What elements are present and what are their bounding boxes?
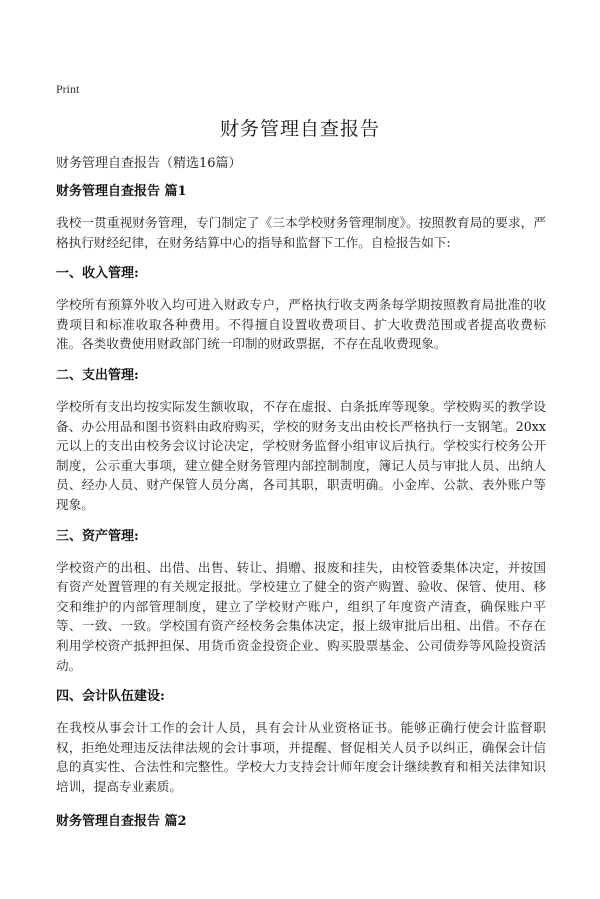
section-heading-accounting-team: 四、会计队伍建设: xyxy=(56,689,165,705)
section-heading-income: 一、收入管理: xyxy=(56,266,139,282)
section-heading-expenditure: 二、支出管理: xyxy=(56,367,139,383)
section-paragraph-assets: 学校资产的出租、出借、出售、转让、捐赠、报废和挂失，由校管委集体决定，并按国有资产处置管理的有关规定报批。学校建立了健全的资产购置、验收、保管、使用、移交和维护的内部管理制度，建立了学校财产账户，组织了年度资产清查，确保账户平等、一致、一致。学校国有资产经校务会集体决定，报上级审批后出租、出借。不存在利用学校资产抵押担保、用货币资金投资企业、购买股票基金、公司债券等风险投资活动。 xyxy=(56,559,546,673)
intro-paragraph: 我校一贯重视财务管理，专门制定了《三本学校财务管理制度》。按照教育局的要求，严格执行财经纪律，在财务结算中心的指导和监督下工作。自检报告如下: xyxy=(56,215,546,250)
article-heading-1: 财务管理自查报告 篇1 xyxy=(56,184,187,199)
section-paragraph-income: 学校所有预算外收入均可进入财政专户，严格执行收支两条每学期按照教育局批准的收费项目和标准收取各种费用。不得擅自设置收费项目、扩大收费范围或者提高收费标准。各类收费使用财政部门统一印制的财政票据，不存在乱收费现象。 xyxy=(56,297,546,352)
section-heading-assets: 三、资产管理: xyxy=(56,528,139,544)
print-label: Print xyxy=(56,82,80,96)
section-paragraph-expenditure: 学校所有支出均按实际发生额收取，不存在虚报、白条抵库等现象。学校购买的教学设备、办公用品和图书资料由政府购买，学校的财务支出由校长严格执行一支钢笔。20xx元以上的支出由校务会议讨论决定，学校财务监督小组审议后执行。学校实行校务公开制度，公示重大事项，建立健全财务管理内部控制制度，簿记人员与审批人员、出纳人员、经办人员、财产保管人员分离，各司其职，职责明确。小金库、公款、表外账户等现象。 xyxy=(56,398,546,512)
document-title: 财务管理自查报告 xyxy=(219,118,380,140)
document-subtitle: 财务管理自查报告（精选16篇） xyxy=(56,156,242,171)
document-body xyxy=(56,182,546,843)
section-paragraph-accounting-team: 在我校从事会计工作的会计人员，具有会计从业资格证书。能够正确行使会计监督职权，拒绝处理违反法律法规的会计事项，并提醒、督促相关人员予以纠正，确保会计信息的真实性、合法性和完整性。学校大力支持会计师年度会计继续教育和相关法律知识培训，提高专业素质。 xyxy=(56,720,546,794)
article-heading-2: 财务管理自查报告 篇2 xyxy=(56,814,187,830)
